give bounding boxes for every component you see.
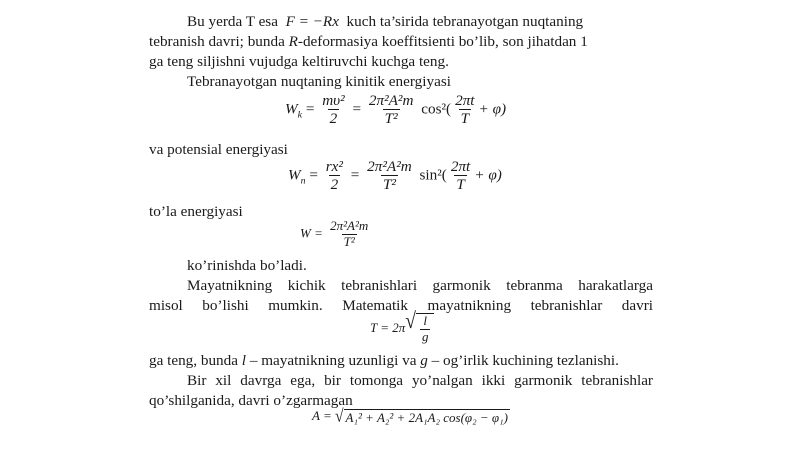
paragraph-line-7: ko’rinishda bo’ladi. <box>187 257 307 274</box>
kinetic-energy-equation: $W_k$ = $\frac{\text{mυ²}}{2}$ = $\frac{\text{2π²A²m}}{\text{T²}}$ cos²( $\frac{2\pi t}{T}$ + φ) <box>285 92 507 128</box>
text-run: kuch ta’sirida tebranayotgan nuqtaning <box>346 13 584 30</box>
text-run: Bu yerda T esa <box>187 13 278 30</box>
eq-lhs: A = <box>312 408 332 423</box>
paragraph-line-2 <box>149 32 653 52</box>
fraction: $\frac{\text{mυ²}}{2}$ <box>322 92 345 128</box>
eq-lhs: W <box>285 100 298 118</box>
paragraph-line-12: qo’shilganida, davri o’zgarmagan <box>149 392 353 409</box>
force-formula: F = −Rx <box>285 13 339 30</box>
symbol-r: R <box>288 33 298 50</box>
fraction: $\frac{\text{2π²A²m}}{\text{T²}}$ <box>367 158 412 194</box>
total-energy-equation <box>300 219 372 250</box>
eq-lhs: W <box>288 166 301 184</box>
eq-lhs-sub: n <box>300 175 306 187</box>
paragraph-line-10 <box>149 351 653 371</box>
symbol-g: g <box>420 352 428 369</box>
pendulum-period-equation <box>370 309 434 345</box>
fraction: $\frac{2\pi t}{T}$ <box>455 92 475 128</box>
eq-lhs-sub: k <box>297 109 303 121</box>
paragraph-line-4: Tebranayotgan nuqtaning kinitik energiyasi <box>187 73 451 90</box>
paragraph-line-6: to’la energiyasi <box>149 203 243 220</box>
fraction: $\frac{\text{rx²}}{2}$ <box>325 158 343 194</box>
text-run: ga teng, bunda <box>149 352 238 369</box>
amplitude-equation <box>312 408 510 426</box>
fraction: $\frac{2\pi t}{T}$ <box>450 158 471 194</box>
text-run: tebranish davri; bunda <box>149 33 285 50</box>
sqrt: √ A₁² + A₂² + 2A₁A₂ cos(φ₂ − φ₁) <box>334 406 508 426</box>
fraction: $\frac{l}{g}$ <box>421 313 429 344</box>
text-run: -deformasiya koeffitsienti bo’lib, son jihatdan 1 <box>297 33 588 50</box>
paragraph-line-5: va potensial energiyasi <box>149 141 288 158</box>
sqrt: √ $\frac{l}{g}$ <box>405 313 434 345</box>
eq-tail: + φ) <box>478 100 507 118</box>
paragraph-line-11: Bir xil davrga ega, bir tomonga yo’nalgan ikki garmonik tebranishlar <box>187 372 653 389</box>
paragraph-line-3: ga teng siljishni vujudga keltiruvchi kuchga teng. <box>149 53 449 70</box>
eq-lhs: T = 2π <box>370 319 406 335</box>
eq-tail: + φ) <box>474 166 502 184</box>
text-run: – og’irlik kuchining tezlanishi. <box>427 352 619 369</box>
eq-function: cos²( <box>421 100 452 118</box>
paragraph-line-9: misol bo’lishi mumkin. Matematik mayatnikning tebranishlar davri <box>149 297 653 314</box>
sqrt-body: A₁² + A₂² + 2A₁A₂ cos(φ₂ − φ₁) <box>345 409 508 425</box>
eq-function: sin²( <box>419 166 447 184</box>
text-run: – mayatnikning uzunligi va <box>246 352 417 369</box>
symbol-l: l <box>241 352 247 369</box>
paragraph-line-8: Mayatnikning kichik tebranishlari garmonik tebranma harakatlarga <box>187 277 653 294</box>
potential-energy-equation: $W_n$ = $\frac{\text{rx²}}{2}$ = $\frac{\text{2π²A²m}}{\text{T²}}$ sin²( $\frac{2\pi t}{T}$ + φ) <box>288 158 502 194</box>
eq-lhs: W = <box>300 225 323 241</box>
fraction: $\frac{\text{2π²A²m}}{\text{T²}}$ <box>330 218 369 249</box>
paragraph-line-1 <box>187 12 653 32</box>
fraction: $\frac{\text{2π²A²m}}{\text{T²}}$ <box>368 92 414 128</box>
